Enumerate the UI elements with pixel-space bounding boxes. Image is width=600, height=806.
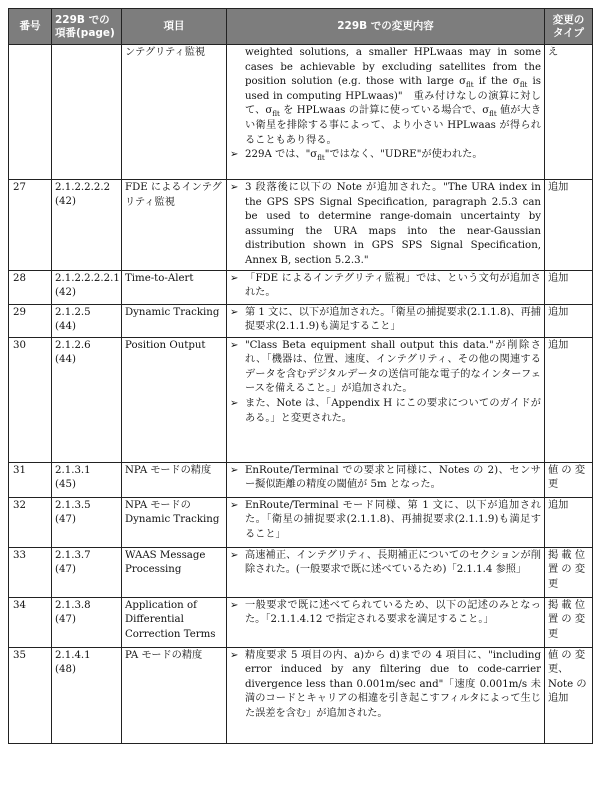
cell-type: 掲 載 位 置 の 変 更: [545, 597, 593, 647]
cell-item: FDE によるインテグリティ監視: [122, 180, 227, 271]
header-item: 項目: [122, 9, 227, 45]
change-bullet: ➢ 229A では、"$\sigma_{flt}$"ではなく、"UDRE"が使われた。: [230, 149, 483, 163]
cell-item: Position Output: [122, 337, 227, 462]
cell-type: 追加: [545, 304, 593, 337]
cell-section: 2.1.3.1 (45): [52, 462, 122, 497]
cell-item: WAAS Message Processing: [122, 547, 227, 597]
cell-number: 34: [9, 597, 52, 647]
document-page: [8, 8, 592, 744]
cell-changes: [227, 45, 545, 180]
cell-item: ンテグリティ監視: [122, 45, 227, 180]
cell-changes: ➢ 3 段落後に以下の Note が追加された。"The URA index in the GPS SPS Signal Specification, paragraph 2.5.3 can be used to determine range-domain uncertainty by assuming the URA maps into the near-Gaussian distribution shown in GPS SPS Signal Specification, Annex B, section 5.2.3.": [227, 180, 545, 271]
bullet-arrow-icon: ➢: [230, 272, 239, 284]
cell-number: 27: [9, 180, 52, 271]
cell-section: 2.1.3.8 (47): [52, 597, 122, 647]
bullet-arrow-icon: ➢: [230, 464, 239, 476]
cell-changes: ➢ 第 1 文に、以下が追加された。「衛星の捕捉要求(2.1.1.8)、再捕捉要求(2.1.1.9)も満足すること」: [227, 304, 545, 337]
cell-item: Dynamic Tracking: [122, 304, 227, 337]
cell-section: 2.1.2.5 (44): [52, 304, 122, 337]
cell-item: Time-to-Alert: [122, 270, 227, 304]
cell-type: え: [545, 45, 593, 180]
table-row: [9, 597, 593, 647]
cell-section: 2.1.2.6 (44): [52, 337, 122, 462]
bullet-arrow-icon: ➢: [230, 397, 239, 409]
cell-section: 2.1.3.5 (47): [52, 497, 122, 547]
table-row: [9, 180, 593, 271]
cell-changes: ➢ 高速補正、インテグリティ、長期補正についてのセクションが削除された。(一般要求で既に述べているため)「2.1.1.4 参照」: [227, 547, 545, 597]
change-text: weighted solutions, a smaller HPLwaas may in some cases be achievable by excluding satellites from the position solution (e.g. those with large $\sigma_{flt}$ if the $\sigma_{flt}$ is used in computing HPLwaas)" 重み付けなしの演算に対して、$\sigma_{flt}$ を HPLwaas の計算に使っている場合で、$\sigma_{flt}$ 値が大きい衛星を排除する事によって、より小さい HPLwaas が得られることもあり得る。: [245, 47, 542, 146]
header-row: [9, 9, 593, 45]
bullet-arrow-icon: ➢: [230, 599, 239, 611]
table-row: [9, 497, 593, 547]
bullet-arrow-icon: ➢: [230, 182, 239, 193]
cell-number: 35: [9, 647, 52, 743]
cell-number: 31: [9, 462, 52, 497]
cell-item: Application of Differential Correction Terms: [122, 597, 227, 647]
cell-number: 30: [9, 337, 52, 462]
header-type: 変更の タイプ: [545, 9, 593, 45]
table-row: [9, 337, 593, 462]
cell-changes: ➢ 「FDE によるインテグリティ監視」では、という文句が追加された。: [227, 270, 545, 304]
cell-type: 追加: [545, 270, 593, 304]
cell-type: 値 の 変更、Note の追加: [545, 647, 593, 743]
cell-number: 33: [9, 547, 52, 597]
cell-type: 追加: [545, 180, 593, 271]
cell-type: 追加: [545, 337, 593, 462]
table-row: [9, 304, 593, 337]
cell-changes: ➢ EnRoute/Terminal モード同様、第 1 文に、以下が追加された。「衛星の捕捉要求(2.1.1.8)、再捕捉要求(2.1.1.9)も満足すること」: [227, 497, 545, 547]
cell-item: PA モードの精度: [122, 647, 227, 743]
cell-number: [9, 45, 52, 180]
table-row-continued: [9, 45, 593, 180]
cell-number: 32: [9, 497, 52, 547]
cell-type: 掲 載 位 置 の 変 更: [545, 547, 593, 597]
cell-section: 2.1.2.2.2.2 (42): [52, 180, 122, 271]
header-changes: 229B での変更内容: [227, 9, 545, 45]
header-section: 229B での 項番(page): [52, 9, 122, 45]
bullet-arrow-icon: ➢: [230, 339, 239, 351]
bullet-arrow-icon: ➢: [230, 549, 239, 561]
table-row: [9, 462, 593, 497]
cell-item: NPA モードの精度: [122, 462, 227, 497]
header-number: 番号: [9, 9, 52, 45]
cell-changes: ➢ 一般要求で既に述べてられているため、以下の記述のみとなった。「2.1.1.4.12 で指定される要求を満足すること。」: [227, 597, 545, 647]
bullet-arrow-icon: ➢: [230, 306, 239, 318]
cell-section: [52, 45, 122, 180]
cell-changes: ➢ "Class Beta equipment shall output this data."が削除され、「機器は、位置、速度、インテグリティ、その他の関連するデータを含むデジタルデータの送信可能な電子的なインターフェースを備えること。」が追加された。 ➢ また、Note は、「Appendix H にこの要求についてのガイドがある。」と変更された。: [227, 337, 545, 462]
bullet-arrow-icon: ➢: [230, 499, 239, 511]
cell-section: 2.1.3.7 (47): [52, 547, 122, 597]
cell-changes: ➢ EnRoute/Terminal での要求と同様に、Notes の 2)、センサー擬似距離の精度の閾値が 5m となった。: [227, 462, 545, 497]
table-row: [9, 270, 593, 304]
bullet-arrow-icon: ➢: [230, 149, 239, 161]
cell-number: 29: [9, 304, 52, 337]
cell-section: 2.1.4.1 (48): [52, 647, 122, 743]
cell-type: 追加: [545, 497, 593, 547]
bullet-arrow-icon: ➢: [230, 649, 239, 661]
cell-number: 28: [9, 270, 52, 304]
cell-changes: ➢ 精度要求 5 項目の内、a)から d)までの 4 項目に、"including error induced by any filtering due to code-carrier divergence less than 0.001m/sec and"「速度 0.001m/s 未満のコードとキャリアの相違を引き起こすフィルタによって生じた誤差を含む」が追加された。: [227, 647, 545, 743]
cell-type: 値 の 変更: [545, 462, 593, 497]
cell-item: NPA モードの Dynamic Tracking: [122, 497, 227, 547]
cell-section: 2.1.2.2.2.2.1 (42): [52, 270, 122, 304]
table-row: [9, 647, 593, 743]
change-table: [8, 8, 593, 744]
table-row: [9, 547, 593, 597]
